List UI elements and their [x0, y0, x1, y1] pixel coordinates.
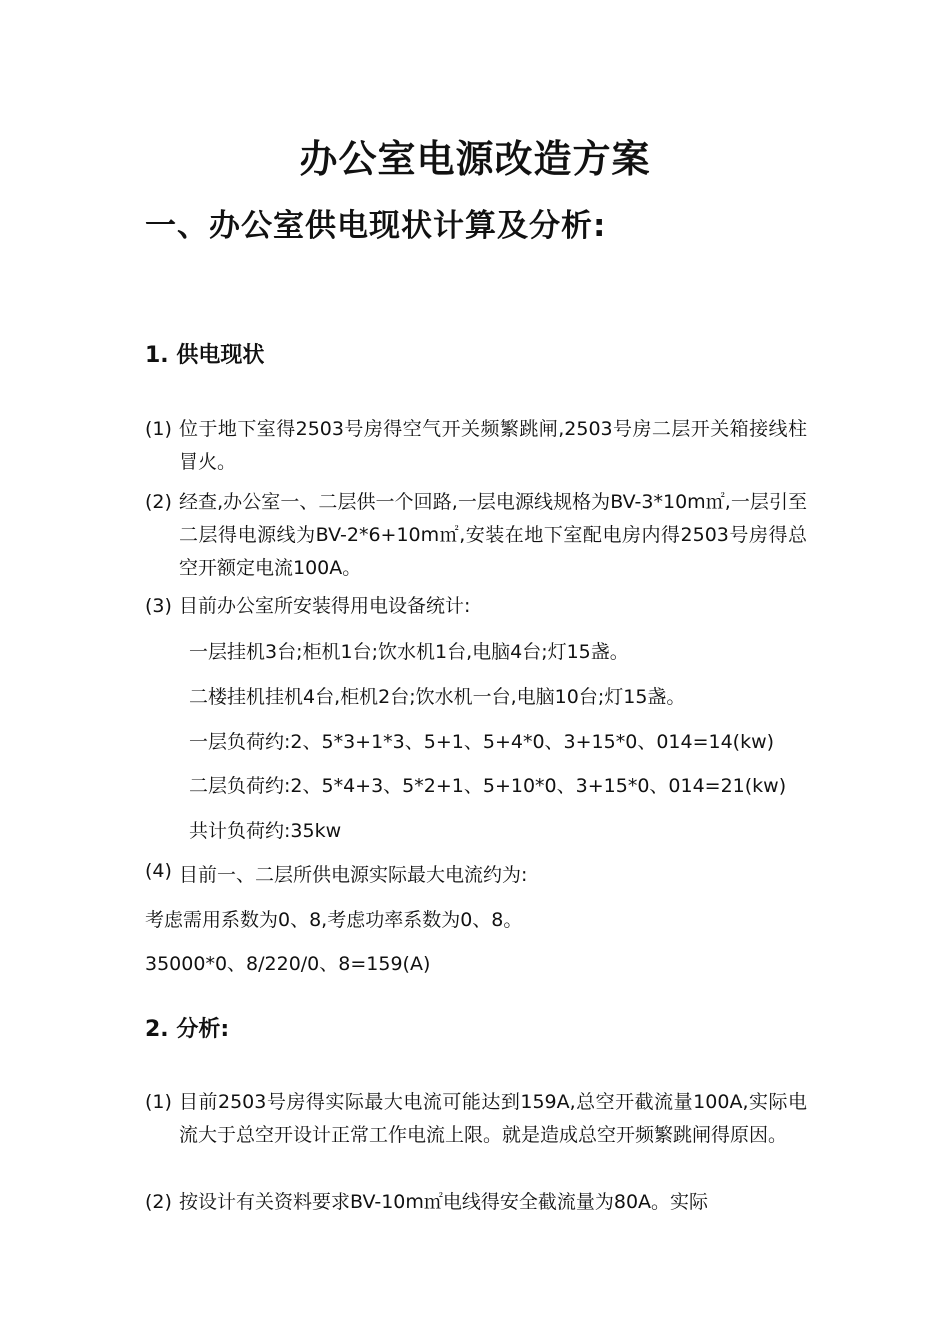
item-number: (2): [145, 1191, 172, 1213]
total-load-line: 共计负荷约:35kw: [189, 820, 342, 842]
item-number: (1): [145, 1091, 172, 1113]
calc-line: 35000*0、8/220/0、8=159(A): [145, 953, 431, 975]
item-text: 经查,办公室一、二层供一个回路,一层电源线规格为BV-3*10m㎡,一层引至二层得电源线为BV-2*6+10m㎡,安装在地下室配电房内得2503号房得总空开额定电流100A。: [179, 491, 807, 579]
item-number: (2): [145, 491, 172, 513]
subsection-heading-analysis: 2. 分析:: [145, 1017, 230, 1042]
item-number: (1): [145, 418, 172, 440]
section-heading: 一、办公室供电现状计算及分析:: [145, 208, 607, 244]
item-text: 目前2503号房得实际最大电流可能达到159A,总空开截流量100A,实际电流大于总空开设计正常工作电流上限。就是造成总空开频繁跳闸得原因。: [179, 1091, 807, 1146]
item-text: 目前一、二层所供电源实际最大电流约为:: [179, 864, 528, 886]
calc-line: 考虑需用系数为0、8,考虑功率系数为0、8。: [145, 909, 523, 931]
equipment-line: 一层挂机3台;柜机1台;饮水机1台,电脑4台;灯15盏。: [189, 641, 629, 663]
item-text: 位于地下室得2503号房得空气开关频繁跳闸,2503号房二层开关箱接线柱冒火。: [179, 418, 807, 473]
item-text: 目前办公室所安装得用电设备统计:: [179, 595, 471, 617]
load-line: 一层负荷约:2、5*3+1*3、5+1、5+4*0、3+15*0、014=14(kw): [189, 731, 775, 753]
document-title: 办公室电源改造方案: [299, 136, 651, 181]
equipment-line: 二楼挂机挂机4台,柜机2台;饮水机一台,电脑10台;灯15盏。: [189, 686, 686, 708]
item-text: 按设计有关资料要求BV-10m㎡电线得安全截流量为80A。实际: [179, 1191, 709, 1213]
item-number: (3): [145, 595, 172, 617]
item-number: (4): [145, 860, 172, 882]
load-line: 二层负荷约:2、5*4+3、5*2+1、5+10*0、3+15*0、014=21(kw): [189, 775, 787, 797]
subsection-heading-status: 1. 供电现状: [145, 343, 265, 368]
